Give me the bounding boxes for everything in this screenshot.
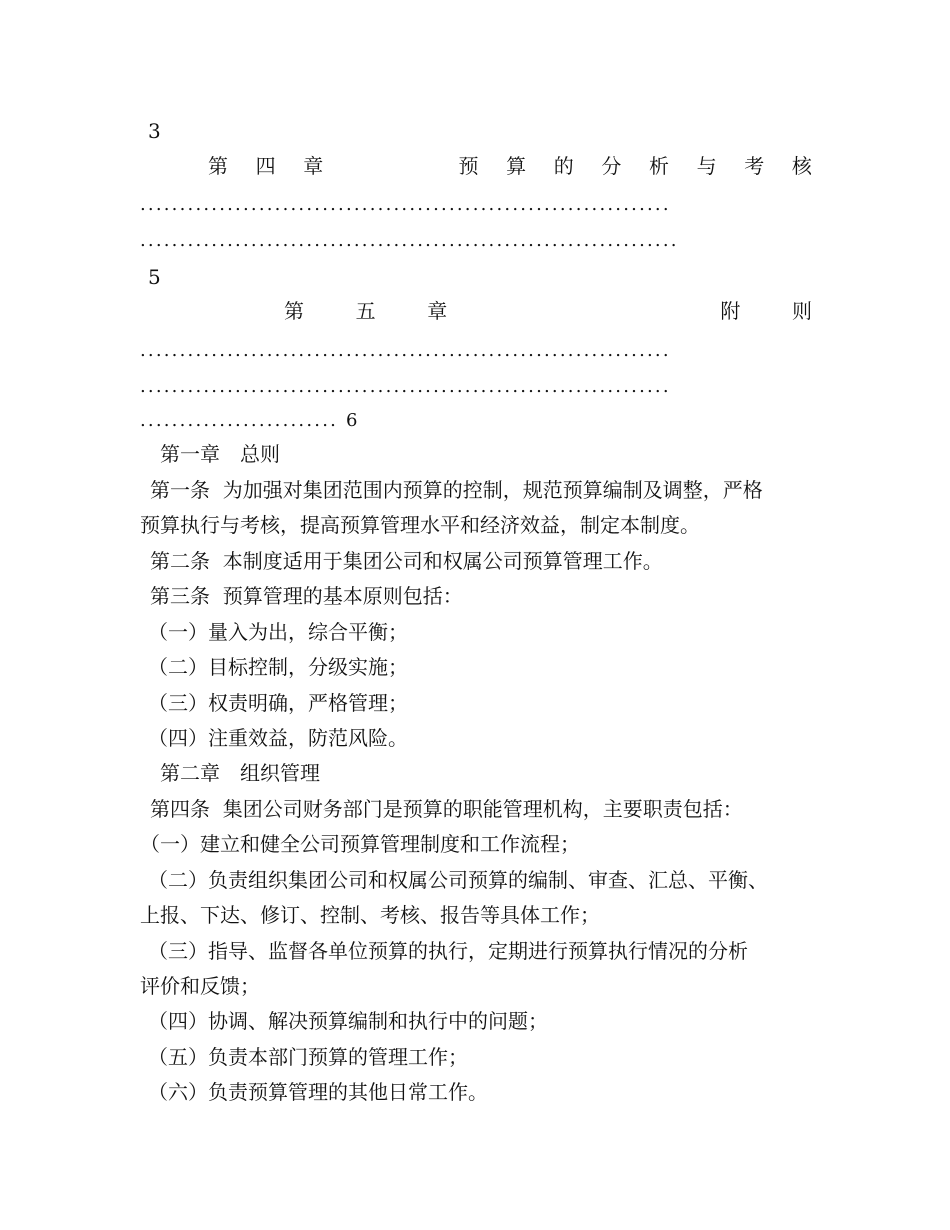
toc-leader-dots: ....................................................................: [140, 230, 679, 251]
toc-char: 预: [458, 154, 479, 178]
article-1-line-2: 预算执行与考核，提高预算管理水平和经济效益，制定本制度。: [140, 513, 700, 537]
article-4-item-4: （四）协调、解决预算编制和执行中的问题；: [148, 1009, 548, 1033]
article-3-item-2: （二）目标控制，分级实施；: [148, 655, 408, 679]
toc-char: 与: [696, 154, 717, 178]
article-4-item-1: （一）建立和健全公司预算管理制度和工作流程；: [140, 832, 580, 856]
toc-page-number-3: 3: [148, 119, 161, 143]
toc-leader-dots: ...................................................................: [140, 340, 671, 361]
toc-char: 则: [791, 299, 812, 323]
article-4-item-5: （五）负责本部门预算的管理工作；: [148, 1045, 468, 1069]
toc-char: 析: [649, 154, 669, 178]
article-4-item-6: （六）负责预算管理的其他日常工作。: [148, 1080, 488, 1104]
toc-char: 四: [255, 154, 276, 178]
article-3-item-4: （四）注重效益，防范风险。: [148, 726, 408, 750]
toc-char: 第: [284, 299, 304, 323]
article-2: 第二条 本制度适用于集团公司和权属公司预算管理工作。: [150, 549, 663, 573]
toc-char: 附: [720, 299, 741, 323]
toc-leader-dots-page-6: ......................... 6: [140, 410, 360, 431]
article-3-item-1: （一）量入为出，综合平衡；: [148, 620, 408, 644]
toc-char: 章: [303, 154, 324, 178]
article-4-item-2-line-2: 上报、下达、修订、控制、考核、报告等具体工作；: [140, 903, 600, 927]
toc-char: 核: [791, 154, 812, 178]
article-4-item-3-line-1: （三）指导、监督各单位预算的执行，定期进行预算执行情况的分析: [148, 939, 748, 963]
toc-char: 考: [744, 154, 765, 178]
toc-entry-chapter-4[interactable]: [208, 151, 812, 181]
chapter-1-heading: 第一章 总则: [160, 442, 280, 466]
article-4-item-2-line-1: （二）负责组织集团公司和权属公司预算的编制、审查、汇总、平衡、: [148, 868, 768, 892]
toc-char: 分: [601, 154, 622, 178]
toc-leader-dots: ...................................................................: [140, 194, 671, 215]
article-1-line-1: 第一条 为加强对集团范围内预算的控制，规范预算编制及调整，严格: [150, 478, 763, 502]
toc-char: 第: [208, 154, 228, 178]
toc-char: 五: [355, 299, 376, 323]
article-3-item-3: （三）权责明确，严格管理；: [148, 691, 408, 715]
toc-char: 的: [553, 154, 574, 178]
toc-char: 章: [427, 299, 448, 323]
toc-char: 算: [506, 154, 527, 178]
toc-leader-dots: ...................................................................: [140, 376, 671, 397]
article-4-item-3-line-2: 评价和反馈；: [140, 974, 260, 998]
article-3: 第三条 预算管理的基本原则包括：: [150, 584, 463, 608]
chapter-2-heading: 第二章 组织管理: [160, 761, 320, 785]
toc-page-number-5: 5: [148, 265, 161, 289]
article-4: 第四条 集团公司财务部门是预算的职能管理机构，主要职责包括：: [150, 797, 743, 821]
toc-entry-chapter-5[interactable]: [284, 296, 812, 326]
